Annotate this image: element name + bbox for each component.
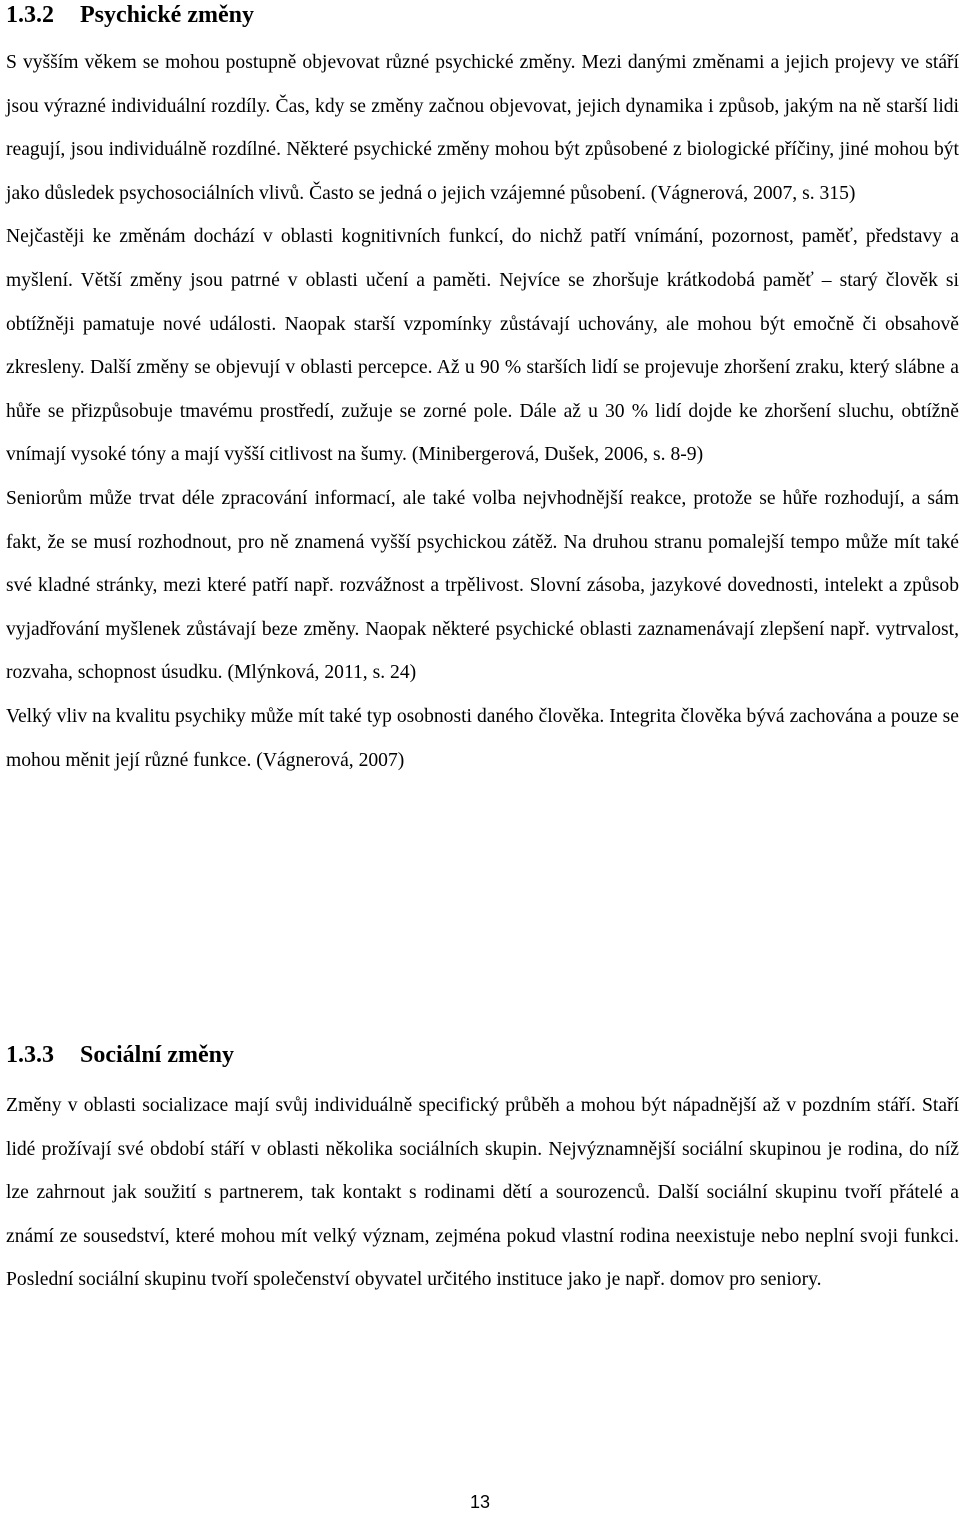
section-body-socialni-zmeny — [6, 1084, 959, 1302]
paragraph: Nejčastěji ke změnám dochází v oblasti kognitivních funkcí, do nichž patří vnímání, pozornost, paměť, představy a myšlení. Větší změny jsou patrné v oblasti učení a paměti. Nejvíce se zhoršuje krátkodobá paměť – starý člověk si obtížněji pamatuje nové události. Naopak starší vzpomínky zůstávají uchovány, ale mohou být emočně či obsahově zkresleny. Další změny se objevují v oblasti percepce. Až u 90 % starších lidí se projevuje zhoršení zraku, který slábne a hůře se přizpůsobuje tmavému prostředí, zužuje se zorné pole. Dále až u 30 % lidí dojde ke zhoršení sluchu, obtížně vnímají vysoké tóny a mají vyšší citlivost na šumy. (Minibergerová, Dušek, 2006, s. 8-9) — [6, 226, 959, 466]
section-body-psychicke-zmeny — [6, 41, 959, 782]
section-number: 1.3.2 — [6, 2, 54, 28]
paragraph: Velký vliv na kvalitu psychiky může mít také typ osobnosti daného člověka. Integrita člověka bývá zachována a pouze se mohou měnit její různé funkce. (Vágnerová, 2007) — [6, 705, 959, 771]
paragraph: Změny v oblasti socializace mají svůj individuálně specifický průběh a mohou být nápadnější až v pozdním stáří. Staří lidé prožívají své období stáří v oblasti několika sociálních skupin. Nejvýznamnější sociální skupinou je rodina, do níž lze zahrnout jak soužití s partnerem, tak kontakt s rodinami dětí a sourozenců. Další sociální skupinu tvoří přátelé a známí ze sousedství, které mohou mít velký význam, zejména pokud vlastní rodina neexistuje nebo neplní svoji funkci. Poslední sociální skupinu tvoří společenství obyvatel určitého instituce jako je např. domov pro seniory. — [6, 1095, 959, 1291]
section-title: Psychické změny — [80, 2, 254, 28]
paragraph: Seniorům může trvat déle zpracování informací, ale také volba nejvhodnější reakce, protože se hůře rozhodují, a sám fakt, že se musí rozhodnout, pro ně znamená vyšší psychickou zátěž. Na druhou stranu pomalejší tempo může mít také své kladné stránky, mezi které patří např. rozvážnost a trpělivost. Slovní zásoba, jazykové dovednosti, intelekt a způsob vyjadřování myšlenek zůstávají beze změny. Naopak některé psychické oblasti zaznamenávají zlepšení např. vytrvalost, rozvaha, schopnost úsudku. (Mlýnková, 2011, s. 24) — [6, 487, 959, 684]
section-heading-socialni-zmeny — [6, 1040, 234, 1070]
page-number: 13 — [469, 1492, 491, 1512]
section-heading-psychicke-zmeny — [6, 0, 254, 30]
section-title: Sociální změny — [80, 1042, 234, 1068]
section-number: 1.3.3 — [6, 1042, 54, 1068]
paragraph: S vyšším věkem se mohou postupně objevovat různé psychické změny. Mezi danými změnami a jejich projevy ve stáří jsou výrazné individuální rozdíly. Čas, kdy se změny začnou objevovat, jejich dynamika i způsob, jakým na ně starší lidi reagují, jsou individuálně rozdílné. Některé psychické změny mohou být způsobené z biologické příčiny, jiné mohou být jako důsledek psychosociálních vlivů. Často se jedná o jejich vzájemné působení. (Vágnerová, 2007, s. 315) — [6, 52, 959, 204]
